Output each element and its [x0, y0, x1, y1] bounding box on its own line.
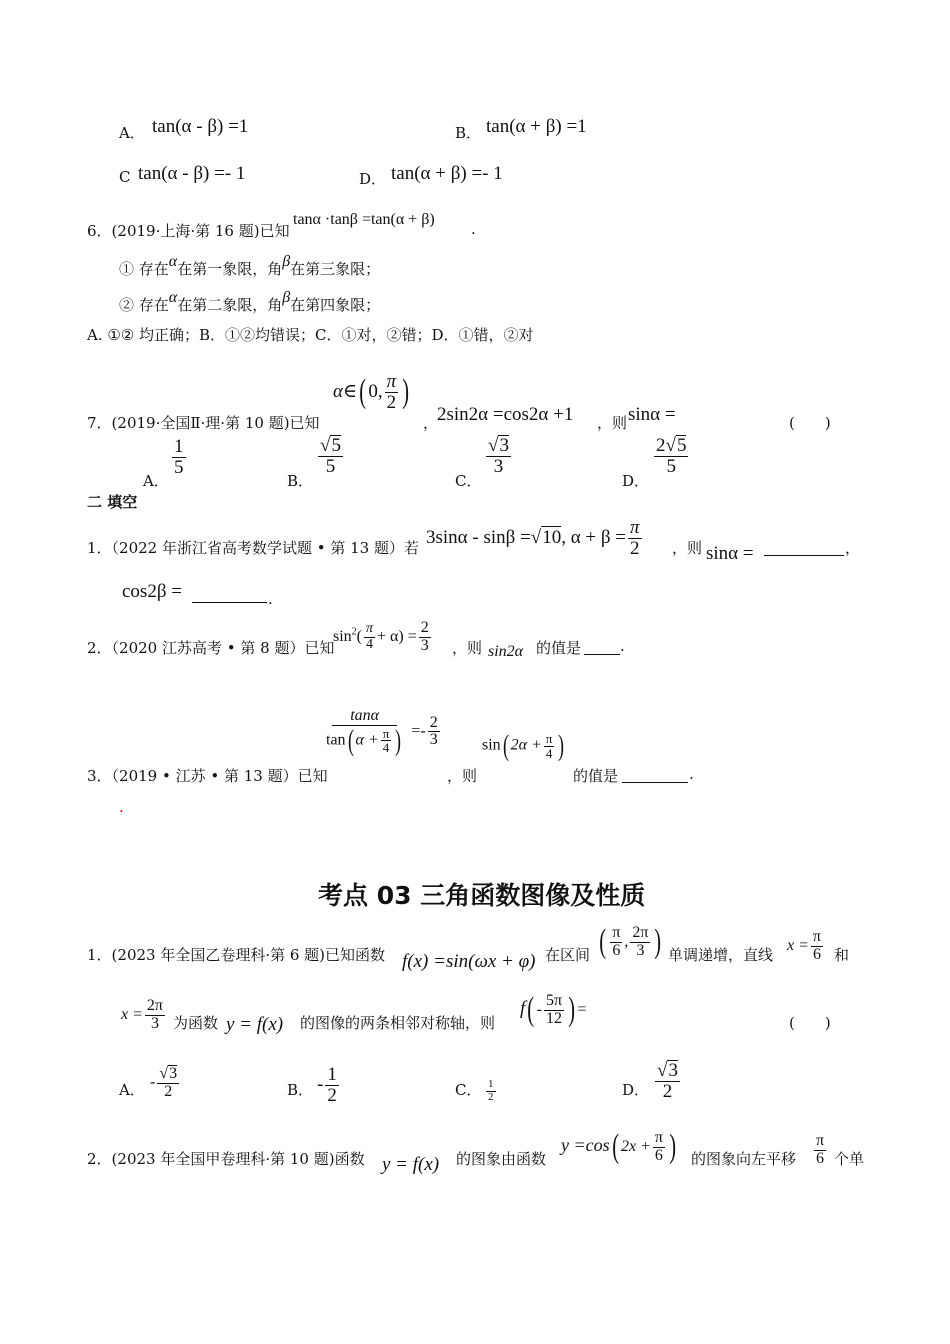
g1-c-num: 1 [488, 1078, 494, 1090]
g1-option-d-value: $\frac{√3}{2}$ [657, 1060, 678, 1102]
g1-a-sign: - [150, 1073, 156, 1091]
f1-expr-right: , α + β = [561, 526, 627, 548]
q6-s2-mid: 在第二象限，角 [177, 296, 283, 314]
g2-shift-pi: π [816, 1132, 825, 1149]
f3-two-alpha: 2α + [510, 736, 542, 754]
g1-interval-pi: π [612, 924, 621, 941]
q5-option-d-label: D． [359, 170, 387, 188]
q7-option-a-value [170, 437, 188, 478]
g1-interval: ( $\frac{\pi}{6}$ , $\frac{2\pi}{3}$ ) [599, 923, 662, 961]
q7-then: ，则 [597, 414, 628, 432]
q7-option-d-value: $\frac{2√5}{5}$ [656, 435, 687, 477]
g1-option-a-label: A． [119, 1081, 145, 1099]
f2-blank[interactable] [584, 640, 620, 652]
f2-four: 4 [366, 636, 373, 652]
g1-answer-paren: ( ) [789, 1014, 831, 1032]
f3-blank[interactable] [622, 768, 688, 780]
q7-a-num: 1 [174, 436, 184, 457]
f2-then: ，则 [452, 639, 483, 657]
f2-two: 2 [420, 619, 429, 636]
g1-prefix: 1．(2023 年全国乙卷理科·第 6 题)已知函数 [87, 946, 386, 964]
g1-eq: = [577, 1000, 587, 1018]
g1-a-den: 2 [164, 1082, 173, 1100]
f3-red-dot: . [119, 798, 124, 816]
g1-line2-x-eq: x = [121, 1005, 143, 1023]
f1-target: sinα = [706, 543, 754, 564]
q6-s2-suffix: 在第四象限； [290, 296, 381, 314]
g1-line-x [787, 929, 825, 964]
g2-six: 6 [654, 1146, 663, 1164]
f3-numerator: tanα [350, 707, 380, 724]
g1-interval-2pi: 2π [632, 924, 649, 941]
q7-alpha-in: α∈ [333, 380, 358, 402]
q5-option-c-label: C [119, 168, 131, 186]
q7-d-coef: 2 [656, 435, 666, 456]
f3-suffix: 的值是 [573, 767, 619, 785]
q6-s2-beta: β [282, 289, 291, 306]
q6-options: A. ①② 均正确；B．①②均错误；C．①对，②错；D．①错，②对 [87, 326, 534, 344]
f2-plus-alpha: + α) = [377, 627, 417, 645]
q7-answer-paren: ( ) [789, 414, 831, 432]
g1-x-eq: x = [787, 936, 809, 954]
f3-given-expr: tanα tan( α + $\frac{\pi}{4}$ ) =- $\frac{2}{3}$ [326, 707, 438, 757]
f3-prefix: 3．（2019 • 江苏 • 第 13 题）已知 [87, 767, 328, 785]
g1-func-text: f(x) =sin(ωx + φ) [402, 951, 536, 972]
q5-option-b-label: B． [455, 124, 482, 142]
q7-b-num: 5 [331, 435, 341, 456]
f1-blank-1[interactable] [764, 541, 844, 555]
g2-y-cos: y =cos [561, 1134, 610, 1155]
g2-pi: π [654, 1129, 663, 1146]
f1-expr-left: 3sinα - sinβ = [426, 526, 531, 548]
g1-interval-six: 6 [612, 941, 621, 959]
g1-f-value: f( - $\frac{5\pi}{12}$ ) = [520, 991, 587, 1029]
q7-option-b-label: B． [287, 472, 314, 490]
q7-d-num: 5 [676, 435, 687, 456]
f1-two: 2 [630, 537, 640, 559]
q7-c-num: 3 [499, 435, 509, 456]
g1-and: 和 [834, 946, 850, 964]
g1-as-func: 为函数 [173, 1014, 219, 1032]
f3-three: 3 [429, 731, 438, 749]
f1-pi: π [630, 517, 640, 538]
f2-sin: sin [333, 627, 352, 645]
f1-sqrt10: 10 [542, 526, 562, 548]
f1-end: . [268, 590, 273, 608]
q7-target: sinα = [628, 404, 676, 425]
g1-option-a-value: - $\frac{√3}{2}$ [150, 1065, 178, 1100]
g1-option-c-label: C． [455, 1081, 482, 1099]
q5-option-b-expr: tan(α + β) =1 [486, 116, 587, 137]
g1-d-den: 2 [662, 1080, 673, 1102]
q7-option-b-value: $\frac{√5}{5}$ [320, 435, 341, 477]
f1-then: ，则 [672, 539, 703, 557]
g1-in-interval: 在区间 [545, 946, 591, 964]
q7-comma: ， [423, 414, 439, 432]
q7-b-den: 5 [325, 455, 336, 477]
f1-line2: cos2β = [122, 581, 182, 602]
f3-then: ，则 [447, 767, 478, 785]
g2-y-eq: y = f(x) [382, 1154, 440, 1175]
q6-end: . [471, 220, 476, 238]
f3-four-1: 4 [382, 740, 390, 756]
f3-den-alpha: α + [355, 731, 379, 749]
g1-b-den: 2 [327, 1084, 337, 1106]
q7-pi: π [386, 371, 397, 392]
g1-line2-x [121, 998, 167, 1033]
q7-a-den: 5 [174, 456, 184, 478]
g2-shift-amount [812, 1133, 828, 1168]
g2-two-x: 2x + [620, 1137, 651, 1155]
f3-two: 2 [429, 713, 438, 731]
f2-target: sin2α [488, 643, 524, 660]
f3-den-tan: tan [326, 731, 346, 749]
g1-b-sign: - [317, 1073, 324, 1095]
g2-from: 的图象由函数 [456, 1150, 547, 1168]
q5-option-c-expr: tan(α - β) =- 1 [138, 163, 246, 184]
q7-d-den: 5 [666, 455, 676, 477]
f2-three: 3 [420, 636, 429, 654]
f1-blank-2[interactable] [192, 586, 267, 602]
g2-unit: 个单 [834, 1150, 865, 1168]
g1-d-num: 3 [668, 1060, 678, 1081]
q6-s1-alpha: α [168, 253, 178, 270]
f3-end: . [689, 765, 694, 783]
section-heading-03: 考点 03 三角函数图像及性质 [318, 881, 646, 910]
g1-x-pi: π [812, 928, 821, 945]
f1-comma: ， [845, 539, 861, 557]
q7-pi-over-2 [385, 372, 399, 413]
q7-c-den: 3 [493, 455, 504, 477]
g1-func [402, 951, 535, 973]
f1-expr: 3sinα - sinβ =√10, α + β = $\frac{\pi}{2}$ [426, 517, 640, 559]
q6-s1-prefix: ① 存在 [119, 260, 169, 278]
g1-line2-2pi: 2π [146, 997, 163, 1014]
q7-condition-2: 2sin2α =cos2α +1 [437, 404, 574, 425]
f3-target-expr: sin( 2α + $\frac{\pi}{4}$ ) [482, 729, 565, 762]
g2-cos-expr: y =cos( 2x + $\frac{\pi}{6}$ ) [561, 1128, 677, 1166]
q7-condition-1: α∈( 0, $\frac{\pi}{2}$ ) [333, 371, 410, 413]
f2-prefix: 2．（2020 江苏高考 • 第 8 题）已知 [87, 639, 335, 657]
q7-option-c-label: C． [455, 472, 482, 490]
g1-axis-text: 的图像的两条相邻对称轴，则 [300, 1014, 496, 1032]
q6-s1-suffix: 在第三象限； [290, 260, 381, 278]
f1-prefix: 1．（2022 年浙江省高考数学试题 • 第 13 题）若 [87, 539, 419, 557]
g1-mono: 单调递增，直线 [668, 946, 774, 964]
f2-end: . [620, 637, 625, 655]
g1-f: f [520, 997, 526, 1019]
g1-option-b-value [317, 1065, 341, 1106]
g1-y-eq: y = f(x) [226, 1014, 284, 1035]
g1-b-num: 1 [327, 1064, 337, 1085]
q6-statement-2 [119, 289, 381, 315]
g1-option-d-label: D． [622, 1081, 650, 1099]
q7-two: 2 [386, 391, 397, 413]
g1-interval-three: 3 [636, 941, 645, 959]
q6-expr: tanα ·tanβ =tan(α + β) [293, 211, 435, 228]
q6-statement-1 [119, 253, 381, 279]
q7-option-a-label: A． [143, 472, 169, 490]
q6-s2-prefix: ② 存在 [119, 296, 169, 314]
g1-5pi: 5π [545, 992, 563, 1009]
g1-option-b-label: B． [287, 1081, 314, 1099]
f3-pi-2: π [545, 730, 553, 746]
q7-option-c-value: $\frac{√3}{3}$ [488, 435, 509, 477]
g1-minus: - [536, 1000, 542, 1018]
section-fill-in-title: 二 填空 [87, 493, 138, 511]
f3-eq: =- [411, 722, 426, 740]
q6-s2-alpha: α [168, 289, 178, 306]
q5-option-a-label: A． [119, 124, 145, 142]
q6-prefix: 6．(2019·上海·第 16 题)已知 [87, 222, 290, 240]
q7-prefix: 7．(2019·全国Ⅱ·理·第 10 题)已知 [87, 414, 320, 432]
g2-shift-six: 6 [816, 1149, 825, 1167]
f2-expr: $\sin^2$( $\frac{\pi}{4}$ + α) = $\frac{2}{3}$ [333, 619, 429, 654]
q6-s1-beta: β [282, 253, 291, 270]
g1-a-num: 3 [169, 1065, 178, 1082]
f3-sin: sin [482, 736, 501, 754]
g1-x-six: 6 [812, 945, 821, 963]
f3-pi-1: π [382, 725, 390, 741]
q6-s1-mid: 在第一象限，角 [177, 260, 283, 278]
f2-sup: 2 [351, 626, 357, 638]
f3-four-2: 4 [545, 745, 553, 761]
g1-option-c-value [484, 1079, 498, 1103]
g1-twelve: 12 [545, 1009, 562, 1027]
g2-prefix: 2．(2023 年全国甲卷理科·第 10 题)函数 [87, 1150, 365, 1168]
q7-zero: 0, [368, 380, 383, 402]
q5-option-a-expr: tan(α - β) =1 [152, 116, 249, 137]
q5-option-d-expr: tan(α + β) =- 1 [391, 163, 503, 184]
f2-suffix: 的值是 [536, 639, 582, 657]
g2-shift: 的图象向左平移 [691, 1150, 797, 1168]
g1-c-den: 2 [488, 1090, 494, 1103]
f2-pi: π [366, 621, 374, 637]
g1-line2-three: 3 [150, 1014, 159, 1032]
q7-option-d-label: D． [622, 472, 650, 490]
